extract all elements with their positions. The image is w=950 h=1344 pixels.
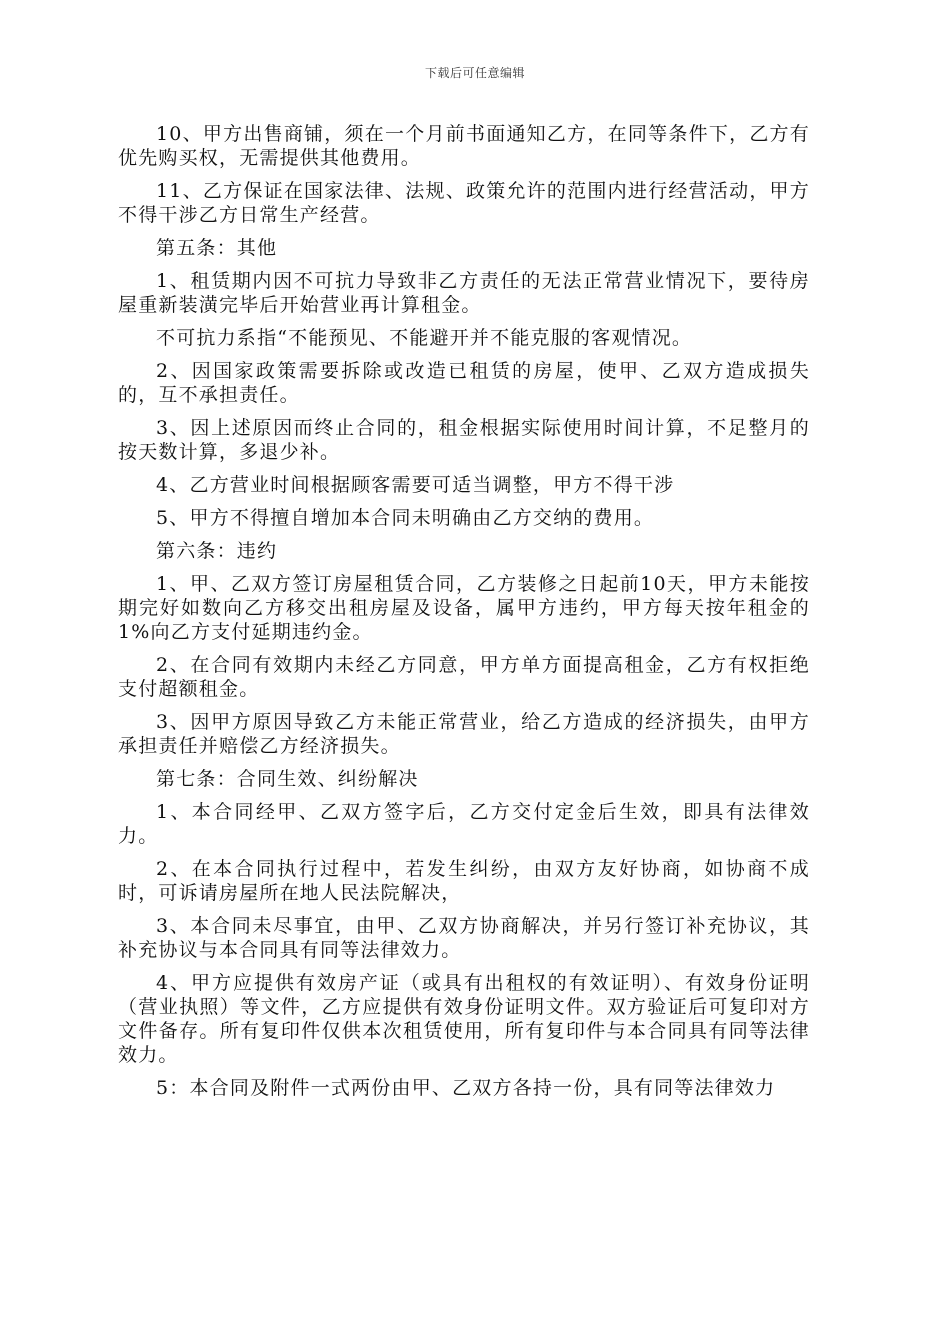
clause-5-4-paragraph: 4、乙方营业时间根据顾客需要可适当调整，甲方不得干涉 xyxy=(156,474,675,496)
page-header-note: 下载后可任意编辑 xyxy=(424,66,525,80)
contract-body xyxy=(118,122,810,1109)
clause-5-1-paragraph: 1、租赁期内因不可抗力导致非乙方责任的无法正常营业情况下，要待房屋重新装潢完毕后开始营业再计算租金。 xyxy=(118,270,810,316)
clause-7-3-paragraph: 3、本合同未尽事宜，由甲、乙双方协商解决，并另行签订补充协议，其补充协议与本合同具有同等法律效力。 xyxy=(118,915,810,961)
clause-4-10-paragraph: 10、甲方出售商铺，须在一个月前书面通知乙方，在同等条件下，乙方有优先购买权，无需提供其他费用。 xyxy=(118,123,810,169)
clause-7-4-paragraph: 4、甲方应提供有效房产证（或具有出租权的有效证明）、有效身份证明（营业执照）等文件，乙方应提供有效身份证明文件。双方验证后可复印对方文件备存。所有复印件仅供本次租赁使用，所有复印件与本合同具有同等法律效力。 xyxy=(118,972,810,1066)
clause-4-11-paragraph: 11、乙方保证在国家法律、法规、政策允许的范围内进行经营活动，甲方不得干涉乙方日常生产经营。 xyxy=(118,180,810,226)
clause-7-1-paragraph: 1、本合同经甲、乙双方签字后，乙方交付定金后生效，即具有法律效力。 xyxy=(118,801,810,847)
clause-5-3-paragraph: 3、因上述原因而终止合同的，租金根据实际使用时间计算，不足整月的按天数计算，多退少补。 xyxy=(118,417,810,463)
clause-7-2-paragraph: 2、在本合同执行过程中，若发生纠纷，由双方友好协商，如协商不成时，可诉请房屋所在地人民法院解决， xyxy=(118,858,810,904)
clause-6-3-paragraph: 3、因甲方原因导致乙方未能正常营业，给乙方造成的经济损失，由甲方承担责任并赔偿乙方经济损失。 xyxy=(118,711,810,757)
clause-6-1-paragraph: 1、甲、乙双方签订房屋租赁合同，乙方装修之日起前10天，甲方未能按期完好如数向乙方移交出租房屋及设备，属甲方违约，甲方每天按年租金的1%向乙方支付延期违约金。 xyxy=(118,573,810,643)
clause-5-2-paragraph: 2、因国家政策需要拆除或改造已租赁的房屋，使甲、乙双方造成损失的，互不承担责任。 xyxy=(118,360,810,406)
clause-5-5-paragraph: 5、甲方不得擅自增加本合同未明确由乙方交纳的费用。 xyxy=(156,507,655,529)
article-5-heading: 第五条：其他 xyxy=(156,237,278,259)
article-6-heading: 第六条：违约 xyxy=(156,540,278,562)
article-7-heading: 第七条：合同生效、纠纷解决 xyxy=(156,768,419,790)
force-majeure-definition: 不可抗力系指“不能预见、不能避开并不能克服的客观情况。 xyxy=(156,327,693,349)
clause-6-2-paragraph: 2、在合同有效期内未经乙方同意，甲方单方面提高租金，乙方有权拒绝支付超额租金。 xyxy=(118,654,810,700)
clause-7-5-paragraph: 5：本合同及附件一式两份由甲、乙双方各持一份，具有同等法律效力 xyxy=(156,1077,776,1099)
